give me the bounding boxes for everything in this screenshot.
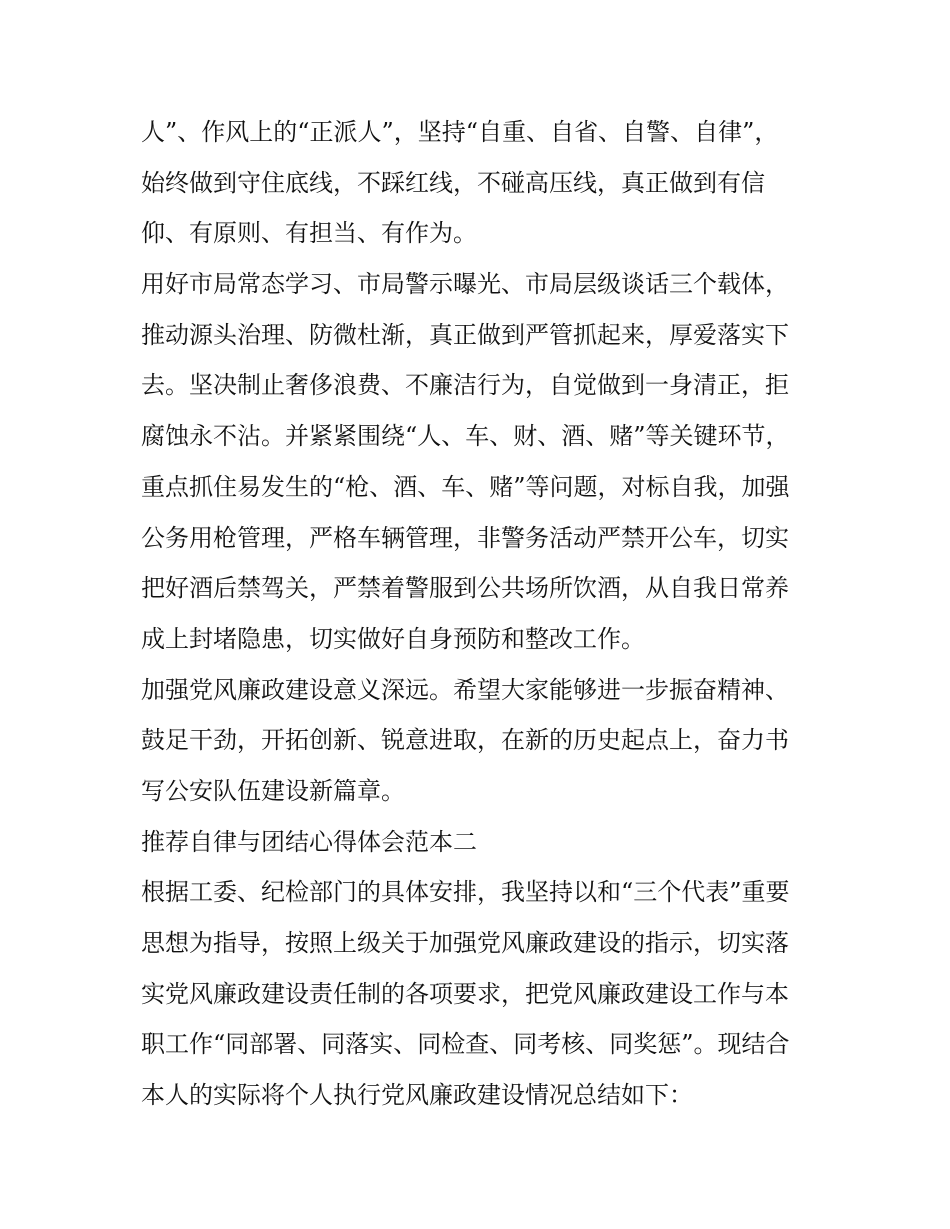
text-line: 人”、作风上的“正派人”，坚持“自重、自省、自警、自律”， (141, 118, 779, 146)
text-line: 思想为指导，按照上级关于加强党风廉政建设的指示，切实落 (141, 929, 789, 957)
heading-line: 推荐自律与团结心得体会范本二 (141, 827, 477, 856)
text-line: 职工作“同部署、同落实、同检查、同考核、同奖惩”。现结合 (141, 1030, 790, 1059)
text-line: 加强党风廉政建设意义深远。希望大家能够进一步振奋精神、 (141, 675, 789, 704)
text-line: 根据工委、纪检部门的具体安排，我坚持以和“三个代表”重要 (141, 878, 790, 907)
paragraph-closing (141, 665, 821, 817)
text-line: 本人的实际将个人执行党风廉政建设情况总结如下： (141, 1081, 693, 1110)
text-line: 腐蚀永不沾。并紧紧围绕“人、车、财、酒、赌”等关键环节， (141, 422, 790, 451)
text-line: 成上封堵隐患，切实做好自身预防和整改工作。 (141, 624, 645, 653)
document-body (141, 107, 821, 1121)
text-line: 公务用枪管理，严格车辆管理，非警务活动严禁开公车，切实 (141, 523, 789, 552)
text-line: 把好酒后禁驾关，严禁着警服到公共场所饮酒，从自我日常养 (141, 574, 789, 603)
text-line: 仰、有原则、有担当、有作为。 (141, 219, 477, 248)
text-line: 推动源头治理、防微杜渐，真正做到严管抓起来，厚爱落实下 (141, 320, 789, 349)
section-heading (141, 817, 821, 868)
text-line: 去。坚决制止奢侈浪费、不廉洁行为，自觉做到一身清正，拒 (141, 371, 789, 400)
paragraph-integrity-commitment (141, 107, 821, 259)
text-line: 始终做到守住底线，不踩红线，不碰高压线，真正做到有信 (141, 168, 765, 197)
text-line: 鼓足干劲，开拓创新、锐意进取，在新的历史起点上，奋力书 (141, 726, 789, 755)
text-line: 用好市局常态学习、市局警示曝光、市局层级谈话三个载体， (141, 270, 789, 299)
paragraph-three-carriers (141, 259, 821, 665)
text-line: 实党风廉政建设责任制的各项要求，把党风廉政建设工作与本 (141, 979, 789, 1008)
paragraph-summary-intro (141, 867, 821, 1120)
text-line: 重点抓住易发生的“枪、酒、车、赌”等问题，对标自我，加强 (141, 472, 790, 501)
text-line: 写公安队伍建设新篇章。 (141, 776, 405, 805)
